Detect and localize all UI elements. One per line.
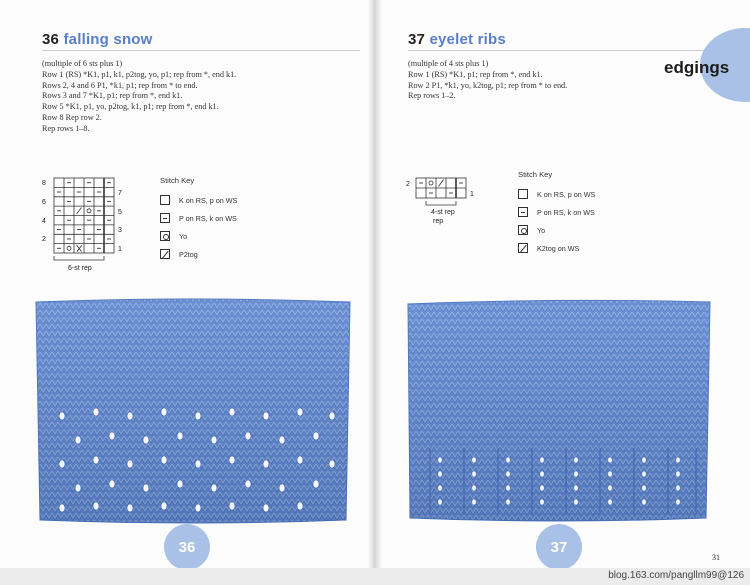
stitch-chart-36 — [40, 176, 130, 280]
chart-row-label: 8 — [42, 180, 46, 187]
chart-row-label: 7 — [118, 190, 122, 197]
instruction-line: Row 2 P1, *k1, yo, k2tog, p1; rep from * to end. — [408, 80, 568, 90]
key-item — [518, 239, 595, 257]
instruction-line: (multiple of 4 sts plus 1) — [408, 59, 489, 68]
page-number-badge-37: 37 — [536, 524, 582, 570]
instruction-line: Rep rows 1–2. — [408, 91, 456, 101]
instruction-line: Rows 2, 4 and 6 P1, *k1, p1; rep from * to end. — [42, 80, 198, 90]
slash-box-icon — [160, 249, 170, 259]
chart-row-label: 6 — [42, 199, 46, 206]
circle-box-icon — [518, 225, 528, 235]
key-item — [160, 245, 237, 263]
stitch-key-37 — [518, 170, 595, 257]
key-item — [518, 203, 595, 221]
blank-box-icon — [518, 189, 528, 199]
pattern-name: falling snow — [63, 31, 153, 48]
page-number-badge-36: 36 — [164, 524, 210, 570]
title-rule — [408, 50, 704, 51]
chart-grid — [416, 178, 466, 198]
blank-box-icon — [160, 195, 170, 205]
key-label: K2tog on WS — [537, 243, 580, 253]
chart-row-label: 2 — [42, 236, 46, 243]
chart-row-label: 1 — [118, 246, 122, 253]
repeat-bracket — [426, 201, 456, 205]
stitch-key-title: Stitch Key — [160, 176, 195, 185]
pattern-title-36 — [42, 31, 153, 48]
knit-swatch-37 — [404, 298, 712, 522]
key-item — [518, 221, 595, 239]
key-item — [160, 191, 237, 209]
instruction-line: Rep rows 1–8. — [42, 123, 90, 133]
instructions-37 — [408, 59, 567, 102]
book-gutter — [368, 0, 382, 568]
pattern-title-37 — [408, 31, 506, 48]
chart-grid — [54, 178, 114, 253]
pattern-name: eyelet ribs — [429, 31, 506, 48]
repeat-label-rep: rep — [433, 218, 444, 225]
circle-box-icon — [160, 231, 170, 241]
key-item — [160, 227, 237, 245]
slash-box-icon — [518, 243, 528, 253]
chart-row-label: 4 — [42, 218, 46, 225]
instruction-line: Rows 3 and 7 *K1, p1; rep from *, end k1. — [42, 91, 183, 101]
repeat-label: 4-st rep — [431, 209, 455, 216]
instructions-36 — [42, 59, 236, 135]
key-label: K on RS, p on WS — [179, 195, 238, 205]
instruction-line: Row 5 *K1, p1, yo, p2tog, k1, p1; rep from *, end k1. — [42, 102, 219, 112]
repeat-bracket — [54, 256, 104, 260]
stitch-key-36 — [160, 176, 237, 263]
dash-box-icon — [160, 213, 170, 223]
pattern-number: 36 — [42, 31, 60, 48]
repeat-label: 6-st rep — [68, 265, 92, 272]
watermark-text: blog.163.com/pangllm99@126 — [608, 570, 744, 581]
key-label: P on RS, k on WS — [537, 207, 595, 217]
chart-row-label: 2 — [406, 181, 410, 188]
key-label: K on RS, p on WS — [537, 189, 596, 199]
folio-page-number: 31 — [712, 553, 720, 562]
instruction-line: Row 1 (RS) *K1, p1; rep from *, end k1. — [408, 69, 543, 79]
key-label: P2tog — [179, 249, 198, 259]
stitch-key-title: Stitch Key — [518, 170, 553, 179]
section-label: edgings — [664, 58, 730, 77]
key-label: Yo — [179, 231, 188, 241]
dash-box-icon — [518, 207, 528, 217]
instruction-line: Row 8 Rep row 2. — [42, 112, 102, 122]
stitch-chart-37 — [404, 176, 484, 230]
instruction-line: (multiple of 6 sts plus 1) — [42, 59, 123, 68]
key-label: P on RS, k on WS — [179, 213, 237, 223]
pattern-number: 37 — [408, 31, 426, 48]
knit-swatch-36 — [34, 296, 352, 524]
key-item — [518, 185, 595, 203]
key-label: Yo — [537, 225, 546, 235]
chart-row-label: 3 — [118, 227, 122, 234]
instruction-line: Row 1 (RS) *K1, p1, k1, p2tog, yo, p1; rep from *, end k1. — [42, 69, 237, 79]
key-item — [160, 209, 237, 227]
chart-row-label: 1 — [470, 191, 474, 198]
chart-row-label: 5 — [118, 209, 122, 216]
title-rule — [42, 50, 360, 51]
